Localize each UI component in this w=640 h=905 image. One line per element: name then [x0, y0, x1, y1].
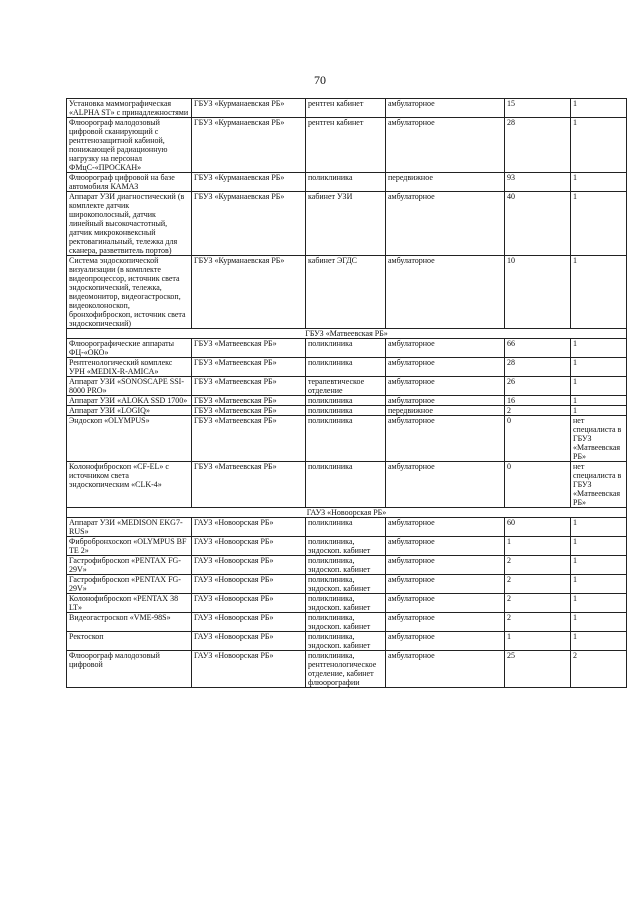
- equipment-table: [66, 98, 627, 688]
- cell-count: 1: [571, 575, 627, 594]
- cell-mode: амбулаторное: [386, 575, 505, 594]
- cell-load: 40: [505, 192, 571, 256]
- cell-count: 1: [571, 396, 627, 406]
- cell-load: 0: [505, 416, 571, 462]
- cell-department: поликлиника: [306, 462, 386, 508]
- cell-equipment: Колонофиброскоп «PENTAX 38 LT»: [67, 594, 192, 613]
- table-row: [67, 575, 627, 594]
- table-row: [67, 651, 627, 688]
- cell-load: 28: [505, 118, 571, 173]
- cell-count: 1: [571, 256, 627, 329]
- cell-mode: амбулаторное: [386, 118, 505, 173]
- cell-count: 2: [571, 651, 627, 688]
- cell-department: поликлиника, эндоскоп. кабинет: [306, 594, 386, 613]
- cell-institution: ГБУЗ «Курманаевская РБ»: [192, 173, 306, 192]
- cell-equipment: Флюорографические аппараты ФЦ-«ОКО»: [67, 339, 192, 358]
- cell-mode: амбулаторное: [386, 339, 505, 358]
- cell-institution: ГАУЗ «Новоорская РБ»: [192, 575, 306, 594]
- cell-mode: амбулаторное: [386, 613, 505, 632]
- table-row: [67, 377, 627, 396]
- cell-mode: амбулаторное: [386, 396, 505, 406]
- table-row: [67, 406, 627, 416]
- cell-department: рентген кабинет: [306, 118, 386, 173]
- cell-mode: амбулаторное: [386, 651, 505, 688]
- table-row: [67, 556, 627, 575]
- page-number: 70: [314, 73, 326, 87]
- cell-department: терапевтическое отделение: [306, 377, 386, 396]
- cell-equipment: Флюорограф цифровой на базе автомобиля КАМАЗ: [67, 173, 192, 192]
- table-row: [67, 173, 627, 192]
- cell-mode: передвижное: [386, 173, 505, 192]
- table-row: [67, 256, 627, 329]
- cell-department: поликлиника: [306, 173, 386, 192]
- cell-mode: амбулаторное: [386, 358, 505, 377]
- table-row: [67, 396, 627, 406]
- cell-mode: амбулаторное: [386, 594, 505, 613]
- cell-load: 2: [505, 556, 571, 575]
- cell-count: нет специалиста в ГБУЗ «Матвеевская РБ»: [571, 416, 627, 462]
- table-row: [67, 339, 627, 358]
- cell-count: нет специалиста в ГБУЗ «Матвеевская РБ»: [571, 462, 627, 508]
- cell-count: 1: [571, 556, 627, 575]
- cell-mode: амбулаторное: [386, 518, 505, 537]
- cell-load: 2: [505, 594, 571, 613]
- section-row: [67, 329, 627, 339]
- cell-count: 1: [571, 406, 627, 416]
- cell-count: 1: [571, 192, 627, 256]
- table-row: [67, 462, 627, 508]
- cell-mode: амбулаторное: [386, 556, 505, 575]
- table-row: [67, 192, 627, 256]
- cell-equipment: Аппарат УЗИ диагностический (в комплекте датчик широкополосный, датчик линейный высокочастотный, датчик микроконвексный ректовагинальный, тележка для сканера, разветвитель портов): [67, 192, 192, 256]
- cell-count: 1: [571, 518, 627, 537]
- cell-department: поликлиника: [306, 416, 386, 462]
- table-row: [67, 99, 627, 118]
- cell-load: 16: [505, 396, 571, 406]
- cell-load: 28: [505, 358, 571, 377]
- cell-mode: амбулаторное: [386, 99, 505, 118]
- cell-equipment: Аппарат УЗИ «LOGIQ»: [67, 406, 192, 416]
- cell-equipment: Гастрофиброскоп «PENTAX FG-29V»: [67, 556, 192, 575]
- cell-department: поликлиника, эндоскоп. кабинет: [306, 556, 386, 575]
- cell-institution: ГАУЗ «Новоорская РБ»: [192, 594, 306, 613]
- cell-department: кабинет ЭГДС: [306, 256, 386, 329]
- table-row: [67, 358, 627, 377]
- cell-load: 2: [505, 613, 571, 632]
- cell-equipment: Аппарат УЗИ «MEDISON EKG7-RUS»: [67, 518, 192, 537]
- cell-equipment: Ректоскоп: [67, 632, 192, 651]
- cell-mode: амбулаторное: [386, 377, 505, 396]
- cell-department: поликлиника: [306, 406, 386, 416]
- cell-load: 25: [505, 651, 571, 688]
- cell-institution: ГБУЗ «Матвеевская РБ»: [192, 462, 306, 508]
- cell-institution: ГАУЗ «Новоорская РБ»: [192, 537, 306, 556]
- cell-load: 2: [505, 575, 571, 594]
- cell-department: поликлиника: [306, 518, 386, 537]
- cell-equipment: Колонофиброскоп «CF-EL» с источником света эндоскопическим «CLK-4»: [67, 462, 192, 508]
- cell-count: 1: [571, 594, 627, 613]
- section-title: ГБУЗ «Матвеевская РБ»: [67, 329, 627, 339]
- section-title: ГАУЗ «Новоорская РБ»: [67, 508, 627, 518]
- cell-department: поликлиника: [306, 358, 386, 377]
- cell-equipment: Система эндоскопической визуализации (в комплекте видеопроцессор, источник света эндоскопический, тележка, видеомонитор, видеогастроскоп, видеоколоноскоп, бронхофиброскоп, источник света эндоскопический): [67, 256, 192, 329]
- cell-department: поликлиника, эндоскоп. кабинет: [306, 537, 386, 556]
- cell-load: 1: [505, 537, 571, 556]
- cell-department: поликлиника, эндоскоп. кабинет: [306, 632, 386, 651]
- section-row: [67, 508, 627, 518]
- table-row: [67, 613, 627, 632]
- cell-mode: амбулаторное: [386, 632, 505, 651]
- cell-equipment: Аппарат УЗИ «ALOKA SSD 1700»: [67, 396, 192, 406]
- cell-mode: амбулаторное: [386, 192, 505, 256]
- cell-load: 1: [505, 632, 571, 651]
- cell-load: 60: [505, 518, 571, 537]
- cell-count: 1: [571, 613, 627, 632]
- cell-count: 1: [571, 377, 627, 396]
- cell-department: кабинет УЗИ: [306, 192, 386, 256]
- cell-mode: амбулаторное: [386, 256, 505, 329]
- cell-department: поликлиника: [306, 396, 386, 406]
- cell-department: поликлиника, эндоскоп. кабинет: [306, 613, 386, 632]
- cell-institution: ГБУЗ «Матвеевская РБ»: [192, 339, 306, 358]
- cell-equipment: Фибробронхоскоп «OLYMPUS BF TE 2»: [67, 537, 192, 556]
- cell-equipment: Видеогастроскоп «VME-98S»: [67, 613, 192, 632]
- cell-department: поликлиника: [306, 339, 386, 358]
- cell-institution: ГБУЗ «Матвеевская РБ»: [192, 396, 306, 406]
- cell-institution: ГБУЗ «Матвеевская РБ»: [192, 406, 306, 416]
- cell-load: 26: [505, 377, 571, 396]
- cell-equipment: Флюорограф малодозовый цифровой сканирующий с рентгенозащитной кабиной, понижающей радиационную нагрузку на персонал ФМцС-«ПРОСКАН»: [67, 118, 192, 173]
- cell-equipment: Гастрофиброскоп «PENTAX FG-29V»: [67, 575, 192, 594]
- cell-institution: ГАУЗ «Новоорская РБ»: [192, 651, 306, 688]
- cell-mode: передвижное: [386, 406, 505, 416]
- table-row: [67, 416, 627, 462]
- cell-equipment: Эндоскоп «OLYMPUS»: [67, 416, 192, 462]
- table-row: [67, 518, 627, 537]
- cell-institution: ГАУЗ «Новоорская РБ»: [192, 518, 306, 537]
- cell-department: поликлиника, эндоскоп. кабинет: [306, 575, 386, 594]
- cell-count: 1: [571, 99, 627, 118]
- table-row: [67, 594, 627, 613]
- cell-institution: ГБУЗ «Курманаевская РБ»: [192, 118, 306, 173]
- cell-load: 10: [505, 256, 571, 329]
- cell-institution: ГБУЗ «Матвеевская РБ»: [192, 416, 306, 462]
- cell-equipment: Установка маммографическая «ALPHA ST» с принадлежностями: [67, 99, 192, 118]
- table-row: [67, 537, 627, 556]
- table-row: [67, 118, 627, 173]
- cell-institution: ГБУЗ «Курманаевская РБ»: [192, 99, 306, 118]
- cell-institution: ГАУЗ «Новоорская РБ»: [192, 556, 306, 575]
- cell-institution: ГАУЗ «Новоорская РБ»: [192, 632, 306, 651]
- cell-load: 15: [505, 99, 571, 118]
- cell-count: 1: [571, 173, 627, 192]
- cell-count: 1: [571, 358, 627, 377]
- cell-department: рентген кабинет: [306, 99, 386, 118]
- cell-mode: амбулаторное: [386, 462, 505, 508]
- cell-load: 66: [505, 339, 571, 358]
- cell-equipment: Флюорограф малодозовый цифровой: [67, 651, 192, 688]
- cell-department: поликлиника, рентгенологическое отделение, кабинет флюорографии: [306, 651, 386, 688]
- cell-count: 1: [571, 339, 627, 358]
- cell-count: 1: [571, 632, 627, 651]
- cell-count: 1: [571, 537, 627, 556]
- cell-equipment: Аппарат УЗИ «SONOSCAPE SSI-8000 PRO»: [67, 377, 192, 396]
- cell-mode: амбулаторное: [386, 416, 505, 462]
- cell-load: 0: [505, 462, 571, 508]
- cell-load: 93: [505, 173, 571, 192]
- cell-equipment: Рентгенологический комплекс УРН «MEDIX-R-AMICA»: [67, 358, 192, 377]
- cell-count: 1: [571, 118, 627, 173]
- cell-institution: ГБУЗ «Матвеевская РБ»: [192, 358, 306, 377]
- cell-institution: ГАУЗ «Новоорская РБ»: [192, 613, 306, 632]
- equipment-table-body: [67, 99, 627, 688]
- table-row: [67, 632, 627, 651]
- cell-load: 2: [505, 406, 571, 416]
- cell-institution: ГБУЗ «Матвеевская РБ»: [192, 377, 306, 396]
- cell-mode: амбулаторное: [386, 537, 505, 556]
- cell-institution: ГБУЗ «Курманаевская РБ»: [192, 256, 306, 329]
- cell-institution: ГБУЗ «Курманаевская РБ»: [192, 192, 306, 256]
